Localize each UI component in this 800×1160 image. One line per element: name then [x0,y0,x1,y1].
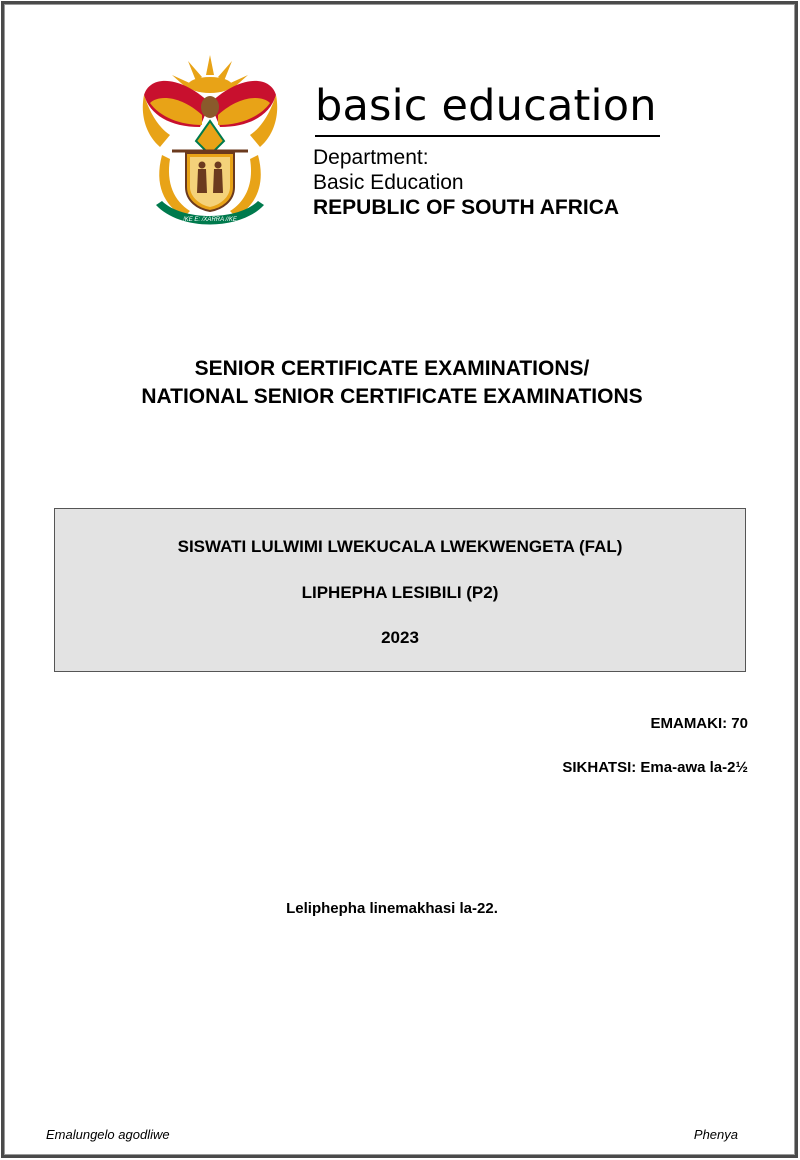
page-count-note: Leliphepha linemakhasi la-22. [286,900,498,917]
copyright-note: Emalungelo agodliwe [46,1127,170,1142]
exam-year: 2023 [381,628,419,647]
country-name: REPUBLIC OF SOUTH AFRICA [313,196,620,219]
brand-title: basic education [315,85,660,137]
department-name: Basic Education [313,171,464,194]
exam-title-line1: SENIOR CERTIFICATE EXAMINATIONS/ [194,357,590,380]
shield-icon [186,153,234,211]
subject-box [54,508,746,672]
crest-motto: !KE E: /XARRA //KE [183,217,237,223]
department-block [313,145,619,220]
exam-title-line2: NATIONAL SENIOR CERTIFICATE EXAMINATIONS [141,385,643,408]
paper-name: LIPHEPHA LESIBILI (P2) [301,583,499,602]
coat-of-arms-logo [140,55,280,227]
time-allowed: SIKHATSI: Ema-awa la-2½ [562,759,748,776]
exam-title [0,355,784,411]
total-marks: EMAMAKI: 70 [650,715,748,732]
department-label: Department: [313,146,429,169]
header [140,55,680,235]
turn-over-note: Phenya [693,1127,738,1142]
subject-name: SISWATI LULWIMI LWEKUCALA LWEKWENGETA (FAL) [177,537,623,556]
